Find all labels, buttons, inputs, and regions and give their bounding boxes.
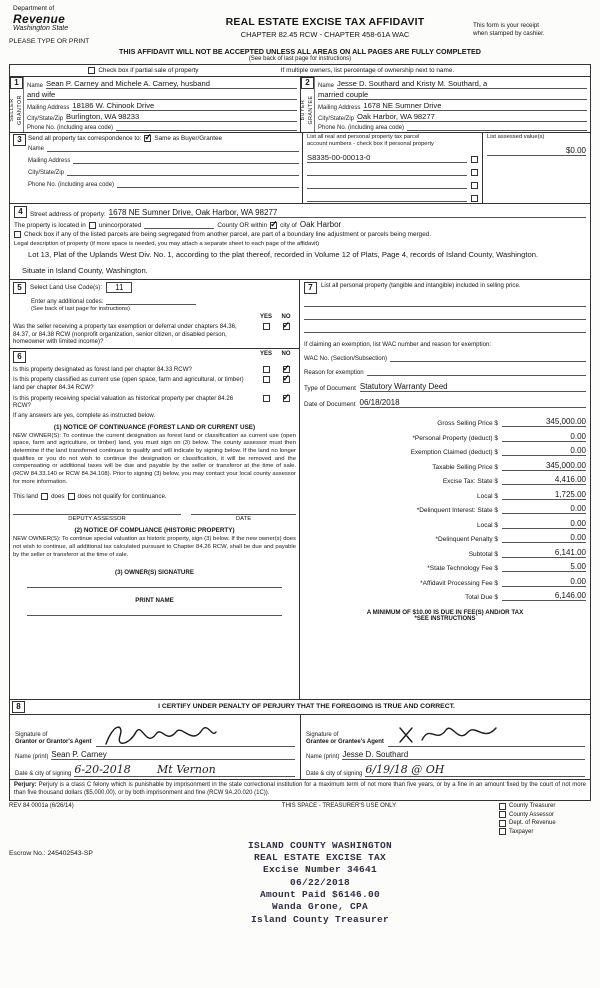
seller-section <box>10 77 300 132</box>
delinquent-interest-state-value[interactable]: 0.00 <box>502 504 586 514</box>
total-due-value[interactable]: 6,146.00 <box>502 591 586 601</box>
reason-field[interactable] <box>367 368 586 376</box>
additional-codes-field[interactable] <box>106 297 196 305</box>
seller-name-field-line2[interactable]: and wife <box>27 90 297 100</box>
affidavit-processing-fee-value[interactable]: 0.00 <box>502 577 586 587</box>
deferral-yes-checkbox[interactable] <box>263 323 270 330</box>
grantee-signature-field[interactable] <box>388 719 585 747</box>
same-as-buyer-label: Same as Buyer/Grantee <box>154 134 222 142</box>
dept-line3: Washington State <box>13 25 69 33</box>
personal-property-label: List all personal property (tangible and intangible) included in selling price. <box>321 281 521 289</box>
grantee-signature-icon <box>392 720 502 750</box>
grantor-signature-icon <box>100 720 220 750</box>
personal-property-line-1[interactable] <box>304 295 586 307</box>
escrow-label: Escrow No.: <box>9 849 46 857</box>
excise-tax-table <box>304 413 586 602</box>
type-of-document-label: Type of Document <box>304 384 356 392</box>
section-5-number: 5 <box>13 282 26 294</box>
delinquent-interest-local-value[interactable]: 0.00 <box>502 519 586 529</box>
section-7-number: 7 <box>304 282 317 294</box>
money-row: *Affidavit Processing Fee $ 0.00 <box>420 576 586 587</box>
deputy-date-label: DATE <box>191 514 296 522</box>
reason-label: Reason for exemption <box>304 368 364 376</box>
situate-field[interactable]: Situate in Island County, Washington. <box>22 265 148 275</box>
dept-line1: Department of <box>13 5 55 12</box>
type-or-print: PLEASE TYPE OR PRINT <box>9 37 90 45</box>
land-does-checkbox[interactable] <box>41 493 48 500</box>
money-row: *Delinquent Penalty $ 0.00 <box>435 533 586 544</box>
notice-compliance-title: (2) NOTICE OF COMPLIANCE (HISTORIC PROPERTY) <box>74 527 235 535</box>
certify-statement: I CERTIFY UNDER PENALTY OF PERJURY THAT THE FOREGOING IS TRUE AND CORRECT. <box>158 703 455 711</box>
gross-selling-price-value[interactable]: 345,000.00 <box>502 417 586 427</box>
street-address-label: Street address of property: <box>30 210 106 218</box>
receipt-note: This form is your receipt when stamped by cashier. <box>473 22 545 38</box>
segregated-label: Check box if any of the listed parcels are being segregated from another parcel, are part of a boundary line adjustment or parcels being merged. <box>24 230 432 238</box>
excise-tax-local-value[interactable]: 1,725.00 <box>502 490 586 500</box>
seller-phone-label: Phone No. (including area code) <box>27 124 114 131</box>
property-address-section: 4 Street address of property: 1678 NE Sumner Drive, Oak Harbor, WA 98277 The property is located in unincorporated County OR within ✓ city of Oak Harbor Check box if any of the listed parcels are being segregated from another parcel, are part of a boundary line adjustment or parcels being merged. Legal description of property (if more space is needed, you may attach a separate sheet to each page of the affidavit) Lot 13, Plat of the Uplands West Div. No. 1, according to the plat thereof, recorded in Volume 12 of Plats, Page 4, records of Island County, Washington. Situate in Island County, Washington. <box>10 204 590 280</box>
notice-continuance-body: NEW OWNER(S): To continue the current designation as forest land or classification as current use (open space, farm and agriculture, or timber) land, you must sign on (3) below. The county assessor must then determine if the land transferred continues to qualify and will indicate by signing below. If the land no longer qualifies or you do not wish to continue the designation or classification, it will be removed and the compensating or additional taxes will be due and payable by the seller or transferor at the time of sale. (RCW 84.33.140 or RCW 84.34.108). Prior to signing (3) below, you may contact your local county assessor for more information. <box>13 432 296 485</box>
seller-address-field[interactable]: 18186 W. Chinook Drive <box>72 101 297 111</box>
current-use-question: Is this property classified as current use (open space, farm and agricultural, or timber) land per chapter 84.34 RCW? <box>13 376 244 391</box>
money-row: Excise Tax: State $ 4,416.00 <box>442 475 586 486</box>
county-treasurer-checkbox[interactable] <box>499 803 506 810</box>
perjury-notice: Perjury: Perjury is a class C felony which is punishable by imprisonment in the state correctional institution for a maximum term of not more than five years, or by a fine in an amount fixed by the court of not more than five thousand dollars ($5,000.00), or by both imprisonment and fine (RCW 9A.20.020 (1C)). <box>14 781 586 796</box>
forest-no-checkbox[interactable] <box>283 366 290 373</box>
parcel-number-field-2[interactable] <box>307 175 467 176</box>
taxable-selling-price-value[interactable]: 345,000.00 <box>502 461 586 471</box>
send-correspondence-label: Send all property tax correspondence to: <box>28 134 142 142</box>
land-use-section: 5 Select Land Use Code(s): 11 Enter any additional codes: (See back of last page for instructions) YES NO Was the seller receiving a property tax exemption or deferral under chapters 84.36, 84.37, or 84.38 RCW (nonprofit organization, senior citizen, or disabled person, homeowner with limited income)? ✓ <box>10 280 299 349</box>
section-4-number: 4 <box>14 206 27 218</box>
form-title: REAL ESTATE EXCISE TAX AFFIDAVIT <box>225 16 425 28</box>
taxpayer-checkbox[interactable] <box>499 828 506 835</box>
owners-signature-label: (3) OWNER(S) SIGNATURE <box>115 568 194 576</box>
additional-codes-label: Enter any additional codes: <box>31 298 104 305</box>
state-technology-fee-value[interactable]: 5.00 <box>502 562 586 572</box>
assessed-values-header: List assessed value(s) <box>487 133 545 140</box>
land-classification-section: 6 YES NO Is this property designated as forest land per chapter 84.33 RCW? ✓ Is this property classified as current use (open space, farm and agricultural, or timber) land per chapter 84.34 RCW? ✓ Is this property receiving special valuation as historical property per chapter 84.26 RCW? ✓ If any answers are yes, complete as instructed below. (1) NOTICE OF CONTINUANCE (FOREST LAND OR CURRENT USE) NEW OWNER(S): To continue the current designation as forest land or classification as current use (open space, farm and agriculture, or timber) land, you must sign on (3) below. The county assessor must then determine if the land transferred continues to qualify and will indicate by signing below. If the land no longer qualifies or you do not wish to continue the designation or classification, it will be removed and the compensating or additional taxes will be due and payable by the seller or transferor at the time of sale. (RCW 84.33.140 or RCW 84.34.108). Prior to signing (3) below, you may contact your local county assessor for more information. This land does does not qualify for continuance. DEPUTY ASSESSOR DATE (2) NOTICE OF COMPLIANCE (HISTORIC PROPERTY) NEW OWNER(S): To continue special valuation as historic property, sign (3) below. If the new owner(s) does not wish to continue, all additional tax calculated pursuant to Chapter 84.26 RCW, shall be due and payable by the seller or transferor at the time of sale. (3) OWNER(S) SIGNATURE PRINT NAME <box>10 349 299 699</box>
correspondence-citystatezip-field[interactable] <box>67 168 299 176</box>
personal-property-checkbox-4[interactable] <box>471 195 478 202</box>
money-row: Total Due $ 6,146.00 <box>465 591 586 602</box>
buyer-address-field[interactable]: 1678 NE Sumner Drive <box>363 101 587 111</box>
personal-property-checkbox-1[interactable] <box>471 156 478 163</box>
seller-address-label: Mailing Address <box>27 104 70 111</box>
buyer-address-label: Mailing Address <box>318 104 361 111</box>
header <box>9 6 591 45</box>
buyer-phone-label: Phone No. (including area code) <box>318 124 405 131</box>
buyer-grantee-side-label: BUYER GRANTEE <box>299 95 314 125</box>
print-name-label: PRINT NAME <box>135 596 174 604</box>
date-of-document-label: Date of Document <box>304 400 356 408</box>
treasurer-use-label: THIS SPACE - TREASURER'S USE ONLY <box>281 802 397 809</box>
affidavit-form <box>9 64 591 801</box>
money-row: Exemption Claimed (deduct) $ 0.00 <box>410 446 586 457</box>
wac-field[interactable] <box>390 354 586 362</box>
same-as-buyer-checkbox[interactable] <box>144 135 151 142</box>
personal-property-checkbox-3[interactable] <box>471 182 478 189</box>
land-does-not-checkbox[interactable] <box>68 493 75 500</box>
acceptance-warning: THIS AFFIDAVIT WILL NOT BE ACCEPTED UNLESS ALL AREAS ON ALL PAGES ARE FULLY COMPLETED <box>119 46 481 56</box>
exemption-claimed-value[interactable]: 0.00 <box>502 446 586 456</box>
grantee-date-field[interactable]: 6/19/18 @ OH <box>365 763 585 777</box>
grantor-signature-field[interactable] <box>96 719 295 747</box>
buyer-section <box>300 77 590 132</box>
current-use-yes-checkbox[interactable] <box>263 376 270 383</box>
multiple-owners-note: If multiple owners, list percentage of ownership next to name. <box>280 66 455 74</box>
notice-compliance-body: NEW OWNER(S): To continue special valuation as historic property, sign (3) below. If the new owner(s) does not wish to continue, all additional tax calculated pursuant to Chapter 84.26 RCW, shall be due and payable by the seller or transferor at the time of sale. <box>13 536 296 558</box>
forest-land-question: Is this property designated as forest land per chapter 84.33 RCW? <box>13 365 192 373</box>
acceptance-warning-sub: (See back of last page for instructions) <box>248 55 352 62</box>
money-row: Subtotal $ 6,141.00 <box>468 547 586 558</box>
grantor-date-field[interactable]: 6-20-2018 Mt Vernon <box>74 763 295 777</box>
excise-tax-state-value[interactable]: 4,416.00 <box>502 475 586 485</box>
section-1-number: 1 <box>10 77 23 89</box>
parcel-number-field-3[interactable] <box>307 188 467 189</box>
parcel-numbers-header: List all real and personal property tax parcel account numbers - check box if personal property <box>307 133 434 147</box>
notice-continuance-title: (1) NOTICE OF CONTINUANCE (FOREST LAND OR CURRENT USE) <box>53 423 256 431</box>
buyer-name-field[interactable]: Jesse D. Southard and Kristy M. Southard, a <box>337 79 587 89</box>
money-row: *Delinquent Interest: State $ 0.00 <box>416 504 586 515</box>
money-row: Gross Selling Price $ 345,000.00 <box>437 417 586 428</box>
historic-yes-checkbox[interactable] <box>263 395 270 402</box>
section-2-number: 2 <box>301 77 314 89</box>
owners-signature-field[interactable] <box>27 576 282 588</box>
seller-phone-field[interactable] <box>116 123 297 131</box>
deferral-no-checkbox[interactable] <box>283 323 290 330</box>
grantor-name-field[interactable]: Sean P. Carney <box>51 750 295 760</box>
county-assessor-checkbox[interactable] <box>499 811 506 818</box>
see-back-note: (See back of last page for instructions) <box>31 305 130 312</box>
treasurer-stamp: ISLAND COUNTY WASHINGTON REAL ESTATE EXCISE TAX Excise Number 34641 06/22/2018 Amount Paid $6146.00 Wanda Grone, CPA Island County Treasurer <box>247 839 393 925</box>
date-of-document-field[interactable]: 06/18/2018 <box>360 398 586 408</box>
county-field[interactable] <box>144 221 214 229</box>
deputy-assessor-label: DEPUTY ASSESSOR <box>13 514 181 522</box>
correspondence-name-field[interactable] <box>47 144 299 152</box>
routing-checkboxes: County Treasurer County Assessor Dept. of Revenue Taxpayer <box>499 803 591 837</box>
money-row: Local $ 1,725.00 <box>477 489 586 500</box>
subtotal-value[interactable]: 6,141.00 <box>502 548 586 558</box>
personal-property-section <box>300 280 590 699</box>
unincorporated-checkbox[interactable] <box>89 222 96 229</box>
buyer-citystatezip-field[interactable]: Oak Harbor, WA 98277 <box>357 112 587 122</box>
forest-yes-checkbox[interactable] <box>263 366 270 373</box>
delinquent-penalty-value[interactable]: 0.00 <box>502 533 586 543</box>
certification-section: 8 I CERTIFY UNDER PENALTY OF PERJURY THAT THE FOREGOING IS TRUE AND CORRECT. Signature of Grantor or Grantor's Agent Name (print) Sean P. Carney Date & city of signing 6-20-2018 Mt Vernon Signature of Grantee or Grantee's Agent Name (print) Jesse D. Southard Date & city of signing 6/19/18 @ OH <box>10 700 590 780</box>
section-8-number: 8 <box>12 701 25 713</box>
buyer-citystatezip-label: City/State/Zip <box>318 115 355 122</box>
buyer-phone-field[interactable] <box>407 123 587 131</box>
rev-number: REV 84 0001a (6/26/14) <box>9 802 74 809</box>
parcel-number-field[interactable]: S8335-00-00013-0 <box>307 153 467 163</box>
city-field[interactable]: Oak Harbor <box>299 219 342 229</box>
land-use-code-field[interactable]: 11 <box>106 282 132 293</box>
personal-property-line-3[interactable] <box>304 321 586 333</box>
dept-line2: Revenue <box>13 11 66 26</box>
historic-question: Is this property receiving special valuation as historical property per chapter 84.26 RCW? <box>13 394 234 410</box>
section-3-number: 3 <box>13 134 26 146</box>
legal-description-label: Legal description of property (if more space is needed, you may attach a separate sheet to each page of the affidavit) <box>14 240 320 247</box>
personal-property-checkbox-2[interactable] <box>471 169 478 176</box>
seller-grantor-side-label: SELLER GRANTOR <box>8 95 23 126</box>
assessed-value-field[interactable]: $0.00 <box>487 146 586 156</box>
money-row: *Personal Property (deduct) $ 0.00 <box>412 431 586 442</box>
grantee-name-field[interactable]: Jesse D. Southard <box>342 750 585 760</box>
seller-citystatezip-label: City/State/Zip <box>27 115 64 122</box>
city-checkbox[interactable] <box>270 222 277 229</box>
form-chapter: CHAPTER 82.45 RCW - CHAPTER 458-61A WAC <box>240 30 410 39</box>
money-row: Taxable Selling Price $ 345,000.00 <box>432 460 586 471</box>
section-6-number: 6 <box>13 351 26 363</box>
money-row: *State Technology Fee $ 5.00 <box>427 562 586 573</box>
if-yes-note: If any answers are yes, complete as instructed below. <box>13 412 156 419</box>
tax-correspondence-section: 3 Send all property tax correspondence to: ✓ Same as Buyer/Grantee Name Mailing Address City/State/Zip Phone No. (including area code) List all real and personal property tax parcel account numbers - check box if personal property S8335-00-00013-0 List assessed value(s) $0.00 <box>10 133 590 204</box>
partial-sale-checkbox[interactable] <box>88 67 95 74</box>
land-use-label: Select Land Use Code(s): <box>30 284 103 292</box>
seller-name-field[interactable]: Sean P. Carney and Michele A. Carney, husband <box>46 79 297 89</box>
parcel-number-field-4[interactable] <box>307 201 467 202</box>
buyer-name-label: Name <box>318 82 335 89</box>
legal-description-field[interactable]: Lot 13, Plat of the Uplands West Div. No. 1, according to the plat thereof, recorded in Volume 12 of Plats, Page 4, records of Island County, Washington. <box>28 249 539 259</box>
seller-citystatezip-field[interactable]: Burlington, WA 98233 <box>66 112 297 122</box>
current-use-no-checkbox[interactable] <box>283 376 290 383</box>
type-of-document-field[interactable]: Statutory Warranty Deed <box>360 382 586 392</box>
exemption-label: If claiming an exemption, list WAC number and reason for exemption: <box>304 340 492 348</box>
historic-no-checkbox[interactable] <box>283 395 290 402</box>
minimum-fee-note: A MINIMUM OF $10.00 IS DUE IN FEE(S) AND/OR TAX <box>366 609 524 617</box>
correspondence-address-field[interactable] <box>73 156 299 164</box>
personal-property-deduct-value[interactable]: 0.00 <box>502 432 586 442</box>
escrow-number: 245402543-SP <box>47 849 93 857</box>
money-row: Local $ 0.00 <box>477 518 586 529</box>
seller-name-label: Name <box>27 82 44 89</box>
partial-sale-label: Check box if partial sale of property <box>98 66 199 74</box>
agency-block <box>9 6 177 45</box>
buyer-name-field-line2[interactable]: married couple <box>318 90 587 100</box>
correspondence-phone-field[interactable] <box>117 180 299 188</box>
street-address-field[interactable]: 1678 NE Sumner Drive, Oak Harbor, WA 98277 <box>109 208 586 218</box>
personal-property-line-2[interactable] <box>304 308 586 320</box>
wac-label: WAC No. (Section/Subsection) <box>304 354 388 362</box>
segregated-checkbox[interactable] <box>14 231 21 238</box>
see-instructions-note: *SEE INSTRUCTIONS <box>414 616 476 623</box>
deferral-question: Was the seller receiving a property tax exemption or deferral under chapters 84.36, 84.37, or 84.38 RCW (nonprofit organization, senior citizen, or disabled person, homeowner with limited income)? <box>13 322 237 346</box>
print-name-field[interactable] <box>27 604 282 616</box>
dept-of-revenue-checkbox[interactable] <box>499 820 506 827</box>
